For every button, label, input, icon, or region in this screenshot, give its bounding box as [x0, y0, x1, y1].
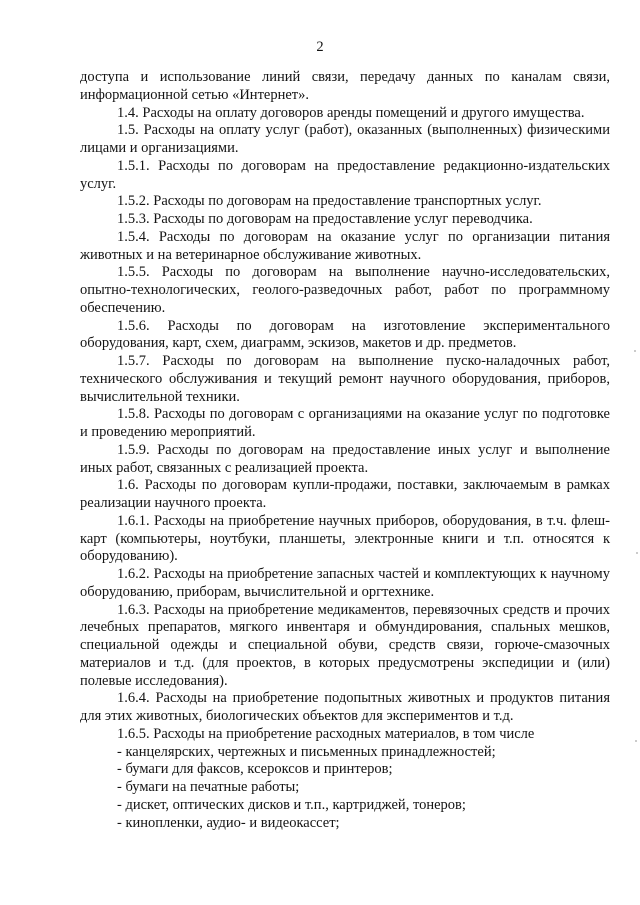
paragraph-1-5-7: 1.5.7. Расходы по договорам на выполнение пуско-наладочных работ, технического обслуживания и текущий ремонт научного оборудования, приборов, вычислительной техники. [80, 353, 610, 405]
list-item: - дискет, оптических дисков и т.п., картриджей, тонеров; [117, 796, 466, 813]
paragraph-1-5-5: 1.5.5. Расходы по договорам на выполнение научно-исследовательских, опытно-технологических, геолого-разведочных работ, работ по программному обеспечению. [80, 264, 610, 316]
scan-speck [634, 350, 636, 352]
paragraph-1-6-2: 1.6.2. Расходы на приобретение запасных частей и комплектующих к научному оборудованию, приборам, вычислительной и оргтехнике. [80, 566, 610, 600]
paragraph-1-5-1: 1.5.1. Расходы по договорам на предоставление редакционно-издательских услуг. [80, 157, 610, 192]
list-item: - бумаги на печатные работы; [117, 779, 300, 795]
paragraph-1-6: 1.6. Расходы по договорам купли-продажи, поставки, заключаемым в рамках реализации научного проекта. [80, 477, 610, 511]
paragraph-1-6-4: 1.6.4. Расходы на приобретение подопытных животных и продуктов питания для этих животных, биологических объектов для экспериментов и т.д. [80, 690, 610, 724]
paragraph-1-5: 1.5. Расходы на оплату услуг (работ), оказанных (выполненных) физическими лицами и организациями. [80, 122, 610, 156]
scan-speck [635, 740, 637, 742]
paragraph-1-5-3: 1.5.3. Расходы по договорам на предоставление услуг переводчика. [117, 211, 533, 227]
paragraph-1-4: 1.4. Расходы на оплату договоров аренды помещений и другого имущества. [117, 104, 585, 121]
list-item: - бумаги для факсов, ксероксов и принтеров; [117, 761, 393, 778]
document-body [80, 69, 610, 832]
paragraph-1-6-5: 1.6.5. Расходы на приобретение расходных материалов, в том числе [117, 725, 535, 742]
scan-speck [636, 552, 638, 554]
paragraph-1-5-6: 1.5.6. Расходы по договорам на изготовление экспериментального оборудования, карт, схем, диаграмм, эскизов, макетов и др. предметов. [80, 317, 610, 352]
paragraph-1-5-4: 1.5.4. Расходы по договорам на оказание услуг по организации питания животных и на ветеринарное обслуживание животных. [80, 228, 610, 263]
list-item: - кинопленки, аудио- и видеокассет; [117, 814, 340, 831]
list-item: - канцелярских, чертежных и письменных принадлежностей; [117, 743, 496, 760]
paragraph-1-5-8: 1.5.8. Расходы по договорам с организациями на оказание услуг по подготовке и проведению мероприятий. [80, 406, 610, 440]
paragraph-1-5-2: 1.5.2. Расходы по договорам на предоставление транспортных услуг. [117, 193, 542, 210]
paragraph-1-5-9: 1.5.9. Расходы по договорам на предоставление иных услуг и выполнение иных работ, связанных с реализацией проекта. [80, 441, 610, 476]
paragraph-1-6-3: 1.6.3. Расходы на приобретение медикаментов, перевязочных средств и прочих лечебных препаратов, мягкого инвентаря и обмундирования, спальных мешков, специальной одежды и специальной обуви, средств связи, горюче-смазочных материалов и т.д. (для проектов, в которых предусмотрены экспедиции и (или) полевые исследования). [80, 601, 610, 689]
paragraph-1-6-1: 1.6.1. Расходы на приобретение научных приборов, оборудования, в т.ч. флеш-карт (компьютеры, ноутбуки, планшеты, электронные книги и т.п. относятся к оборудованию). [80, 512, 610, 565]
page-number: 2 [316, 39, 324, 55]
paragraph-continuation: доступа и использование линий связи, передачу данных по каналам связи, информационной сетью «Интернет». [80, 69, 610, 103]
